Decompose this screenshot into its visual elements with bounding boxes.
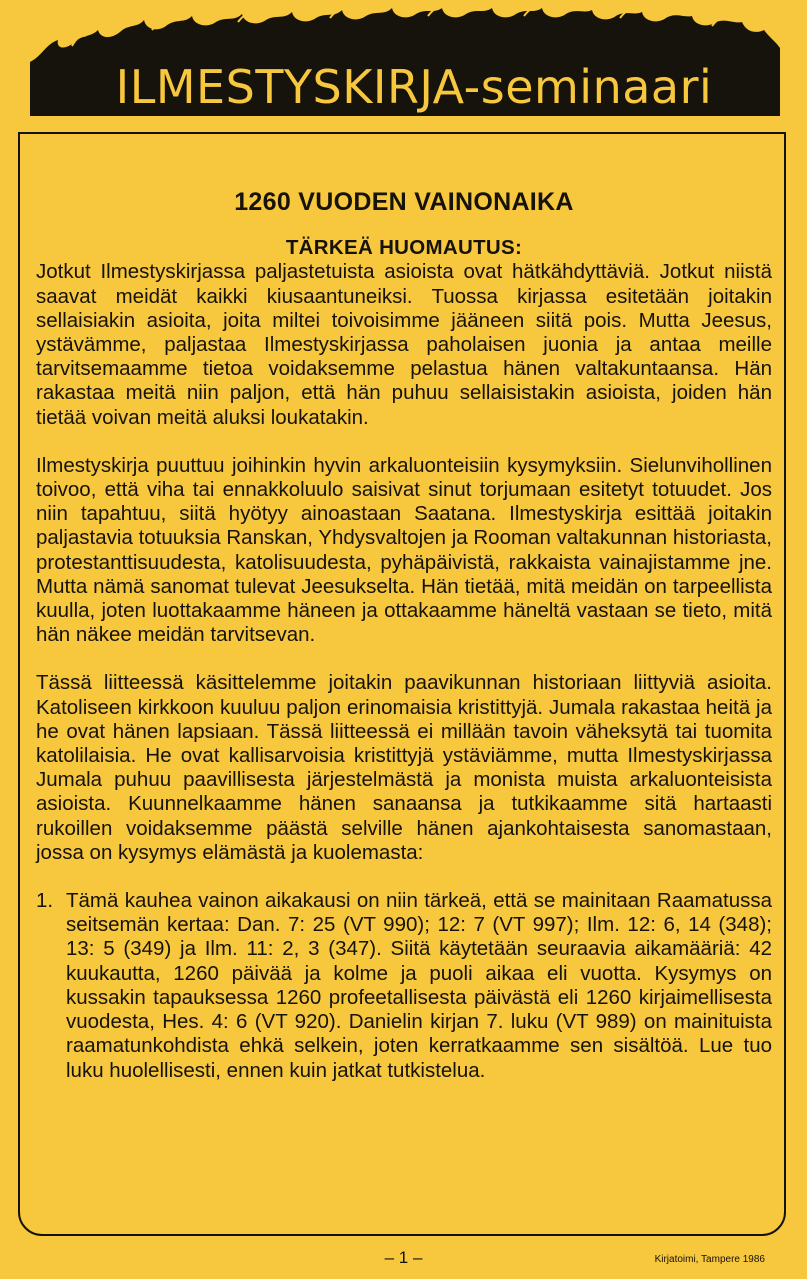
paragraph-2: Ilmestyskirja puuttuu joihinkin hyvin arkaluonteisiin kysymyksiin. Sielunvihollinen toivoo, että viha tai ennakkoluulo saisivat sinut torjumaan esitetyt totuudet. Jos niin tapahtuu, siitä hyötyy ainoastaan Saatana. Ilmestyskirja esittää joitakin paljastavia totuuksia Ranskan, Yhdysvaltojen ja Rooman valtakunnan historiasta, protestanttisuudesta, katolisuudesta, pyhäpäivistä, rakkaista vainajistamme jne. Mutta nämä sanomat tulevat Jeesukselta. Hän tietää, mitä meidän on tarpeellista kuulla, joten luottakaamme häneen ja ottakaamme häneltä vastaan se tieto, mitä hän näkee meidän tarvitsevan. <box>36 453 772 647</box>
paragraph-1: Jotkut Ilmestyskirjassa paljastetuista asioista ovat hätkähdyttäviä. Jotkut niistä saavat meidät kaikki kiusaantuneiksi. Tuossa kirjassa esitetään joitakin sellaisiakin asioita, joita miltei toivoisimme jääneen siitä pois. Mutta Jeesus, ystävämme, paljastaa Ilmestyskirjassa paholaisen juonia ja antaa meille tarvitsemaamme tietoa voidaksemme pelastua hänen valtakuntaansa. Hän rakastaa meitä niin paljon, että hän puhuu sellaisistakin asioista, joiden hän tietää voivan meitä aluksi loukatakin. <box>36 260 772 429</box>
list-item <box>36 889 772 1083</box>
publisher-credit: Kirjatoimi, Tampere 1986 <box>654 1254 765 1265</box>
page-number: – 1 – <box>384 1248 423 1267</box>
list-item-text: Tämä kauhea vainon aikakausi on niin tärkeä, että se mainitaan Raamatussa seitsemän kertaa: Dan. 7: 25 (VT 990); 12: 7 (VT 997); Ilm. 12: 6, 14 (348); 13: 5 (349) ja Ilm. 11: 2, 3 (347). Siitä käytetään seuraavia aikamääriä: 42 kuukautta, 1260 päivää ja kolme ja puoli aikaa eli vuotta. Kysymys on kussakin tapauksessa 1260 profeetallisesta päivästä eli 1260 kirjaimellisesta vuodesta, Hes. 4: 6 (VT 920). Danielin kirjan 7. luku (VT 989) on mainituista raamatunkohdista ehkä selkein, joten kerratkaamme sen sisältöä. Lue tuo luku huolellisesti, ennen kuin jatkat tutkistelua. <box>66 889 772 1082</box>
article-body <box>36 190 772 1083</box>
banner-title: ILMESTYSKIRJA-seminaari <box>115 60 713 114</box>
list-item-number: 1. <box>36 889 54 913</box>
header-banner <box>12 4 794 122</box>
note-heading: TÄRKEÄ HUOMAUTUS: <box>285 236 523 260</box>
article-title: 1260 VUODEN VAINONAIKA <box>234 188 574 216</box>
paragraph-3: Tässä liitteessä käsittelemme joitakin paavikunnan historiaan liittyviä asioita. Katoliseen kirkkoon kuuluu paljon erinomaisia kristittyjä. Jumala rakastaa heitä ja he ovat hänen lapsiaan. Tässä liitteessä ei millään tavoin väheksytä tai tuomita katolilaisia. He ovat kallisarvoisia kristittyjä ystäviämme, mutta Ilmestyskirjassa Jumala puhuu paavillisesta järjestelmästä ja monista muista arkaluonteisista asioista. Kuunnelkaamme hänen sanaansa ja tutkikaamme sitä hartaasti rukoillen voidaksemme päästä selville hänen ajankohtaisesta sanomastaan, jossa on kysymys elämästä ja kuolemasta: <box>36 671 772 864</box>
